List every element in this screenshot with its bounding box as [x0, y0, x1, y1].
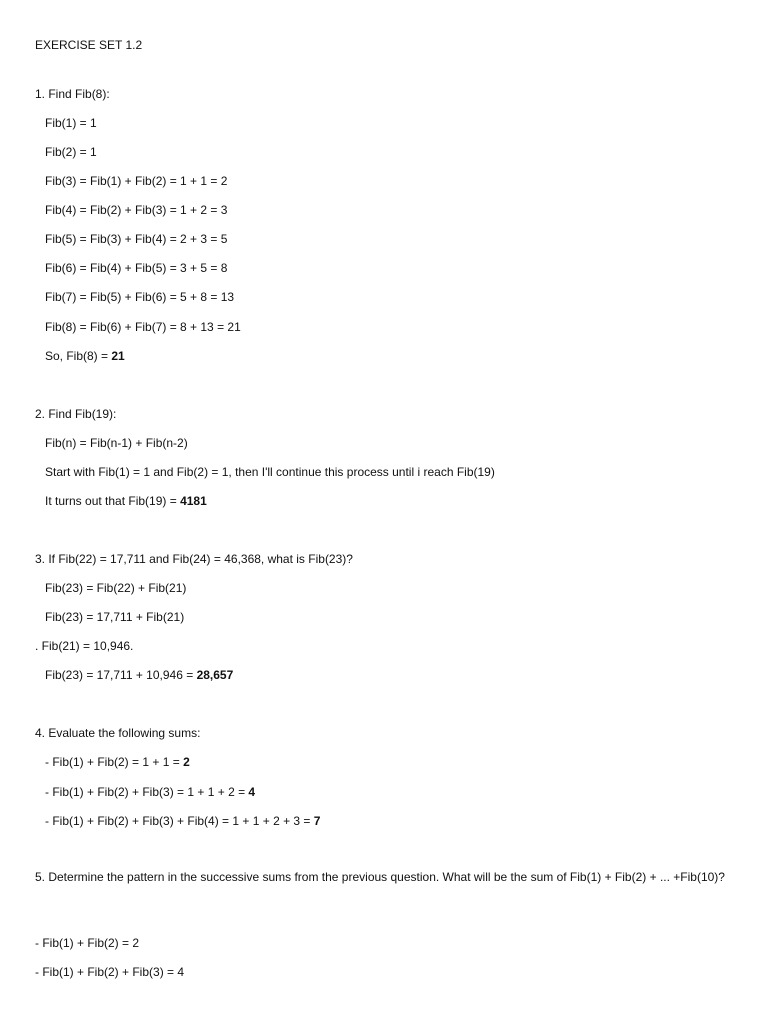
q4-item: [45, 785, 255, 800]
question-2-heading: 2. Find Fib(19):: [35, 407, 117, 421]
question-5-heading: 5. Determine the pattern in the successive sums from the previous question. What will be the sum of Fib(1) + Fib(2) + ... +Fib(10)?: [35, 870, 725, 884]
q3-line: Fib(23) = Fib(22) + Fib(21): [45, 581, 187, 595]
q4-item: [45, 814, 320, 829]
q3-line: . Fib(21) = 10,946.: [35, 639, 134, 653]
question-3-heading: 3. If Fib(22) = 17,711 and Fib(24) = 46,368, what is Fib(23)?: [35, 552, 353, 566]
q3-answer-line: [45, 668, 233, 683]
q2-line: Start with Fib(1) = 1 and Fib(2) = 1, then I'll continue this process until i reach Fib(19): [45, 465, 495, 479]
q1-line: Fib(6) = Fib(4) + Fib(5) = 3 + 5 = 8: [45, 261, 228, 275]
q5-line: - Fib(1) + Fib(2) = 2: [35, 936, 140, 950]
q1-line: Fib(4) = Fib(2) + Fib(3) = 1 + 2 = 3: [45, 203, 228, 217]
q3-answer: 28,657: [196, 668, 234, 682]
q4-item-answer: 7: [313, 814, 321, 828]
q3-answer-prefix: Fib(23) = 17,711 + 10,946 =: [45, 668, 197, 682]
q4-item-prefix: - Fib(1) + Fib(2) = 1 + 1 =: [45, 755, 184, 769]
question-4-heading: 4. Evaluate the following sums:: [35, 726, 201, 740]
q2-answer: 4181: [180, 494, 207, 508]
q1-line: Fib(2) = 1: [45, 145, 97, 159]
q4-item-answer: 2: [183, 755, 190, 769]
question-1-heading: 1. Find Fib(8):: [35, 87, 110, 101]
q1-answer-prefix: So, Fib(8) =: [45, 349, 112, 363]
q1-answer-line: [45, 349, 125, 364]
q1-line: Fib(1) = 1: [45, 116, 97, 130]
q4-item-prefix: - Fib(1) + Fib(2) + Fib(3) = 1 + 1 + 2 =: [45, 785, 249, 799]
q4-item-answer: 4: [248, 785, 256, 799]
q5-line: - Fib(1) + Fib(2) + Fib(3) = 4: [35, 965, 185, 979]
q4-item: [45, 755, 190, 770]
q1-line: Fib(8) = Fib(6) + Fib(7) = 8 + 13 = 21: [45, 320, 241, 334]
q2-answer-prefix: It turns out that Fib(19) =: [45, 494, 181, 508]
document-title: EXERCISE SET 1.2: [35, 38, 143, 52]
q1-line: Fib(5) = Fib(3) + Fib(4) = 2 + 3 = 5: [45, 232, 228, 246]
q1-line: Fib(3) = Fib(1) + Fib(2) = 1 + 1 = 2: [45, 174, 228, 188]
q1-line: Fib(7) = Fib(5) + Fib(6) = 5 + 8 = 13: [45, 290, 235, 304]
q2-line: Fib(n) = Fib(n-1) + Fib(n-2): [45, 436, 188, 450]
q3-line: Fib(23) = 17,711 + Fib(21): [45, 610, 185, 624]
q2-answer-line: [45, 494, 207, 509]
q4-item-prefix: - Fib(1) + Fib(2) + Fib(3) + Fib(4) = 1 + 1 + 2 + 3 =: [45, 814, 314, 828]
q1-answer: 21: [111, 349, 125, 363]
